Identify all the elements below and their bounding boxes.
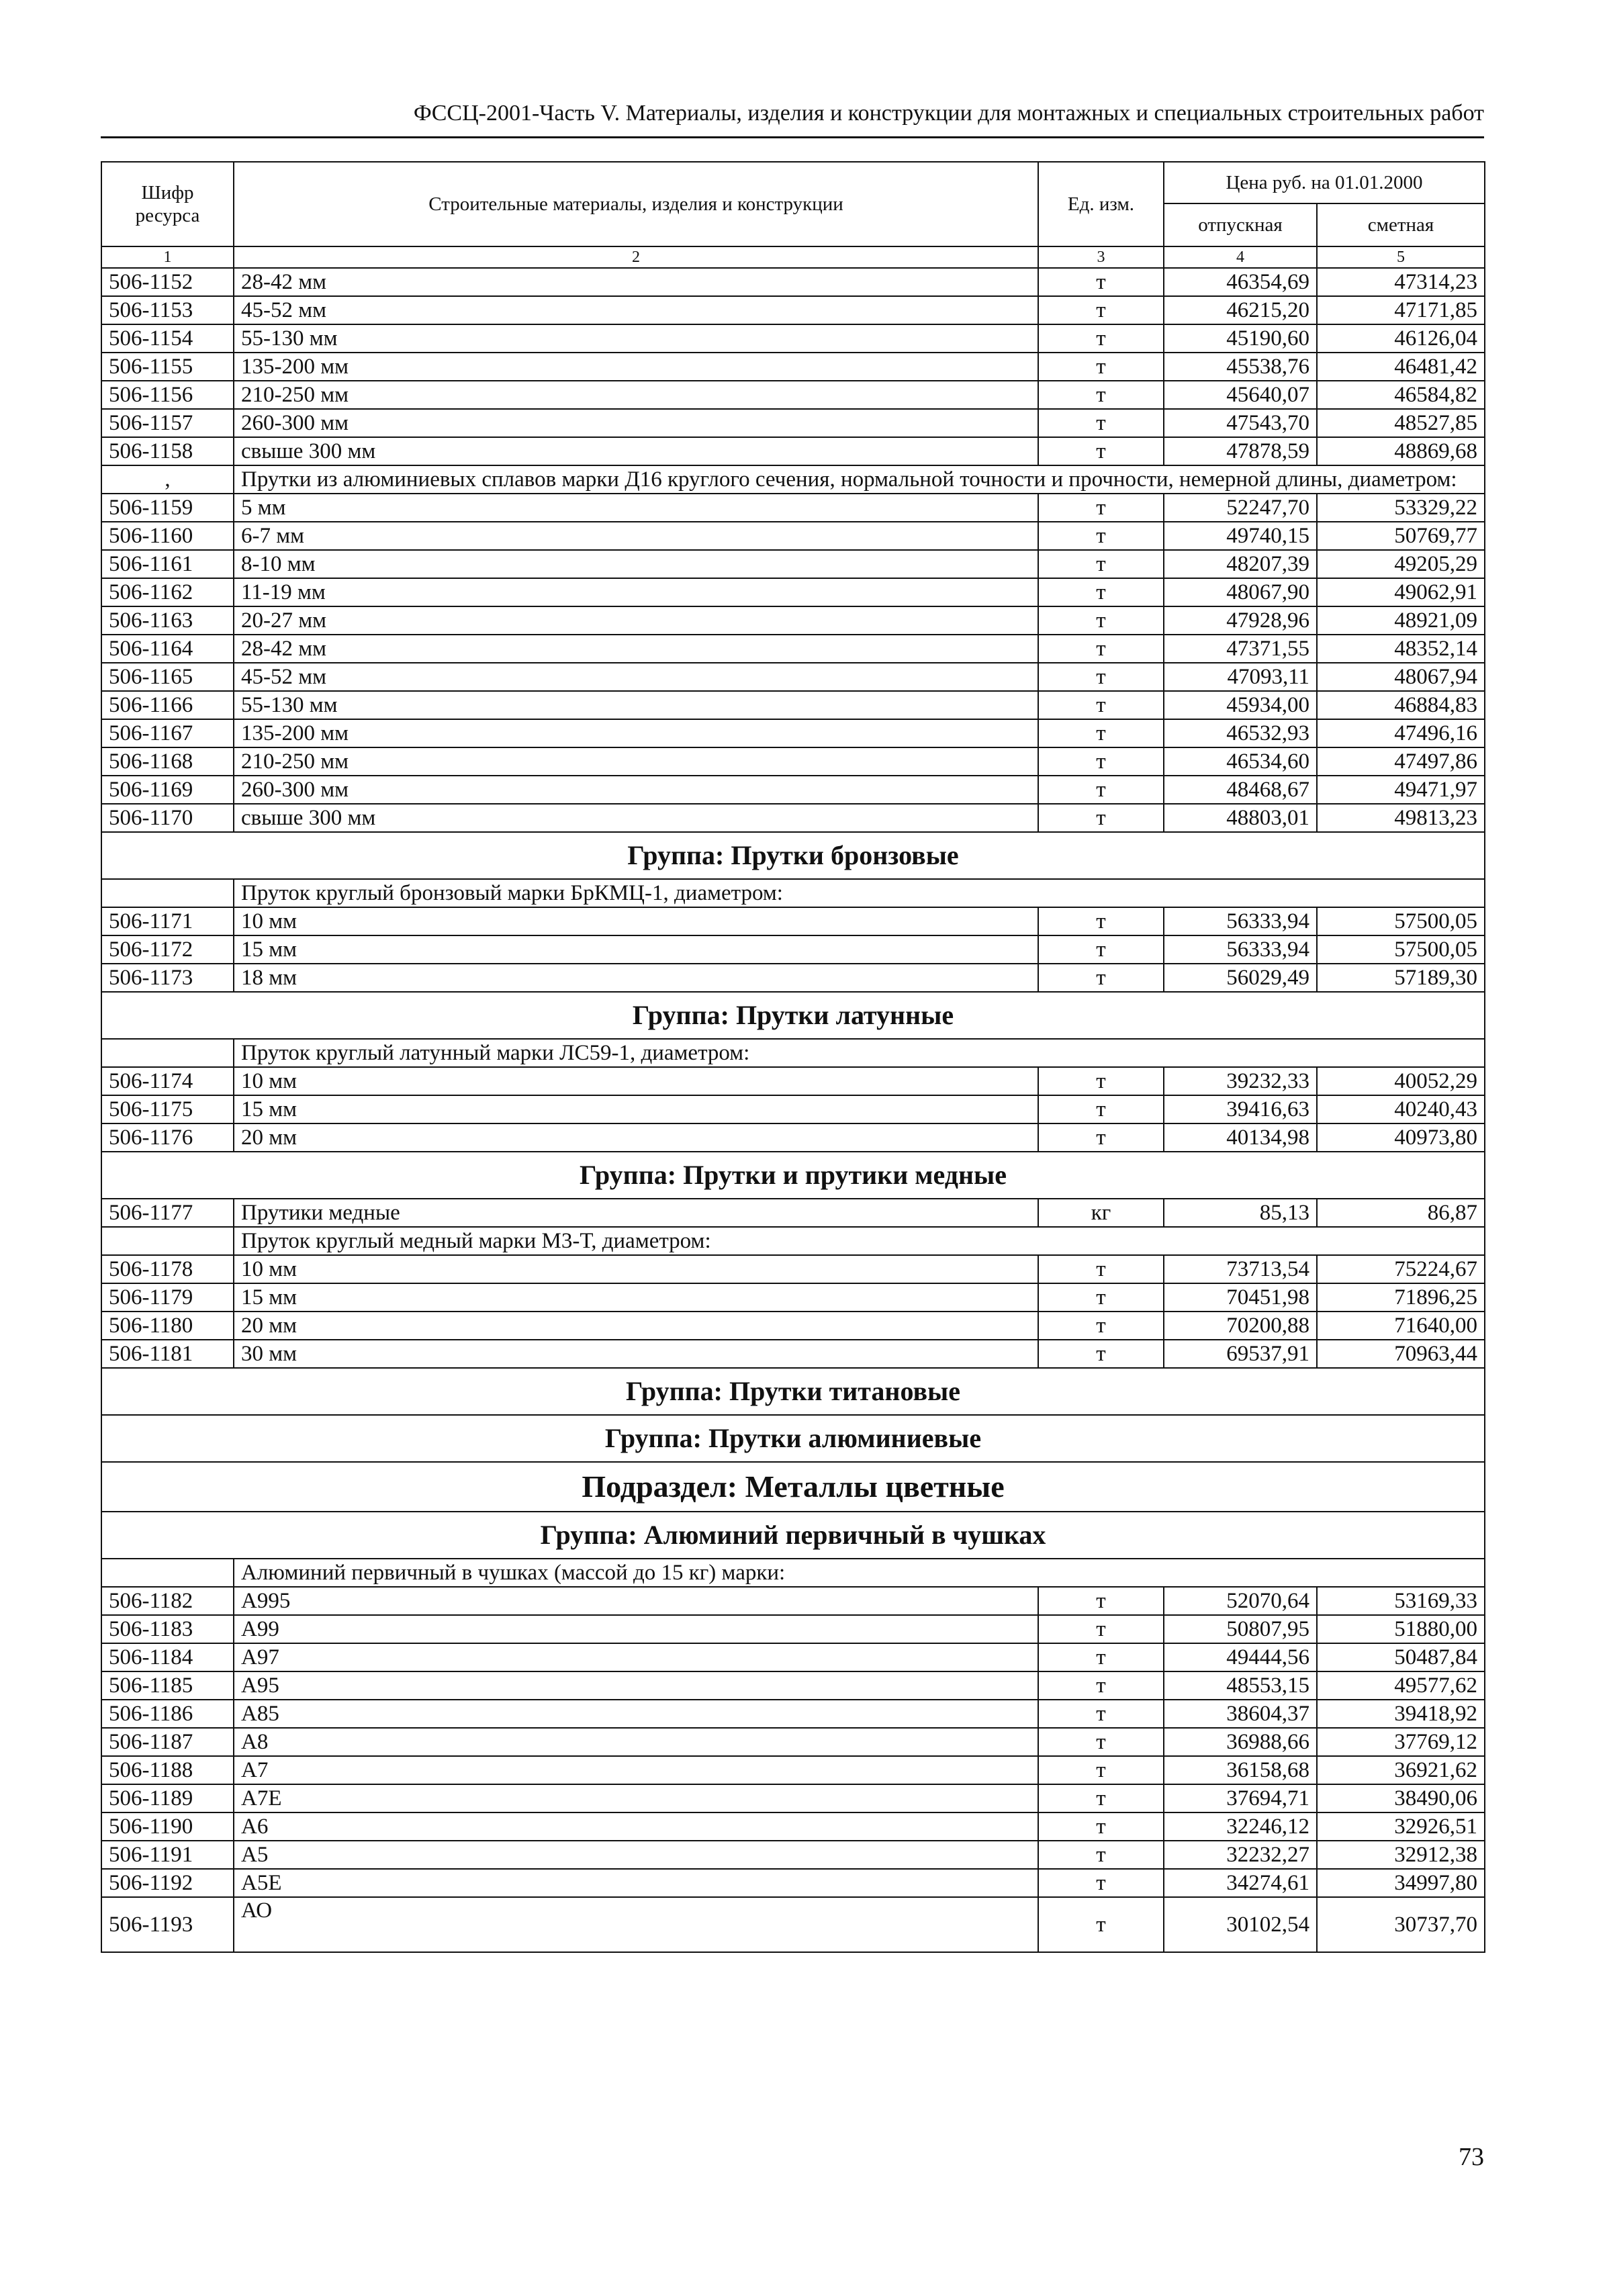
table-row — [101, 522, 1485, 550]
estimate-price: 50487,84 — [1317, 1643, 1485, 1671]
unit: т — [1038, 1869, 1164, 1897]
resource-code: 506-1161 — [101, 550, 234, 578]
material-name: 28-42 мм — [234, 268, 1038, 296]
running-header: ФССЦ-2001-Часть V. Материалы, изделия и конструкции для монтажных и специальных строительных работ — [413, 101, 1484, 126]
estimate-price: 37769,12 — [1317, 1728, 1485, 1756]
resource-code: 506-1154 — [101, 324, 234, 353]
material-name: 20 мм — [234, 1312, 1038, 1340]
description-row — [101, 1559, 1485, 1587]
table-row — [101, 1784, 1485, 1812]
release-price: 46215,20 — [1164, 296, 1317, 324]
table-row — [101, 1283, 1485, 1312]
release-price: 70451,98 — [1164, 1283, 1317, 1312]
release-price: 45640,07 — [1164, 381, 1317, 409]
table-row — [101, 324, 1485, 353]
release-price: 47093,11 — [1164, 663, 1317, 691]
material-name: А97 — [234, 1643, 1038, 1671]
resource-code: 506-1176 — [101, 1123, 234, 1152]
release-price: 47371,55 — [1164, 635, 1317, 663]
release-price: 73713,54 — [1164, 1255, 1317, 1283]
material-name: 10 мм — [234, 1067, 1038, 1095]
material-name: 30 мм — [234, 1340, 1038, 1368]
table-row — [101, 381, 1485, 409]
material-name: 8-10 мм — [234, 550, 1038, 578]
release-price: 39232,33 — [1164, 1067, 1317, 1095]
material-name: 210-250 мм — [234, 747, 1038, 776]
table-row — [101, 409, 1485, 437]
resource-code: 506-1174 — [101, 1067, 234, 1095]
table-row — [101, 1841, 1485, 1869]
material-name: свыше 300 мм — [234, 437, 1038, 465]
resource-code: 506-1168 — [101, 747, 234, 776]
unit: т — [1038, 1615, 1164, 1643]
unit: т — [1038, 1123, 1164, 1152]
table-row — [101, 1897, 1485, 1952]
table-row — [101, 907, 1485, 935]
table-row — [101, 1671, 1485, 1700]
unit: т — [1038, 663, 1164, 691]
price-table — [101, 161, 1485, 1953]
estimate-price: 86,87 — [1317, 1199, 1485, 1227]
table-row — [101, 804, 1485, 832]
estimate-price: 48067,94 — [1317, 663, 1485, 691]
unit: т — [1038, 522, 1164, 550]
table-row — [101, 1095, 1485, 1123]
description-text: Пруток круглый латунный марки ЛС59-1, диаметром: — [234, 1039, 1485, 1067]
release-price: 38604,37 — [1164, 1700, 1317, 1728]
estimate-price: 40052,29 — [1317, 1067, 1485, 1095]
release-price: 34274,61 — [1164, 1869, 1317, 1897]
resource-code: 506-1177 — [101, 1199, 234, 1227]
unit: т — [1038, 804, 1164, 832]
material-name: 15 мм — [234, 935, 1038, 964]
unit: т — [1038, 1671, 1164, 1700]
table-row — [101, 1340, 1485, 1368]
description-text: Пруток круглый медный марки М3-Т, диаметром: — [234, 1227, 1485, 1255]
release-price: 46354,69 — [1164, 268, 1317, 296]
release-price: 32246,12 — [1164, 1812, 1317, 1841]
description-text: Прутки из алюминиевых сплавов марки Д16 круглого сечения, нормальной точности и прочности, немерной длины, диаметром: — [234, 465, 1485, 494]
table-row — [101, 776, 1485, 804]
material-name: АО — [234, 1897, 1038, 1952]
estimate-price: 46126,04 — [1317, 324, 1485, 353]
estimate-price: 32912,38 — [1317, 1841, 1485, 1869]
table-row — [101, 353, 1485, 381]
unit: т — [1038, 550, 1164, 578]
release-price: 37694,71 — [1164, 1784, 1317, 1812]
header-estimate-price: сметная — [1317, 203, 1485, 246]
material-name: 20-27 мм — [234, 606, 1038, 635]
table-row — [101, 1756, 1485, 1784]
resource-code: 506-1184 — [101, 1643, 234, 1671]
estimate-price: 71640,00 — [1317, 1312, 1485, 1340]
material-name: А5 — [234, 1841, 1038, 1869]
material-name: 10 мм — [234, 1255, 1038, 1283]
release-price: 70200,88 — [1164, 1312, 1317, 1340]
estimate-price: 48352,14 — [1317, 635, 1485, 663]
release-price: 45538,76 — [1164, 353, 1317, 381]
resource-code: 506-1179 — [101, 1283, 234, 1312]
estimate-price: 75224,67 — [1317, 1255, 1485, 1283]
group-heading: Группа: Прутки бронзовые — [101, 832, 1485, 879]
description-row — [101, 465, 1485, 494]
unit: т — [1038, 1587, 1164, 1615]
description-row — [101, 879, 1485, 907]
resource-code: 506-1187 — [101, 1728, 234, 1756]
group-heading: Группа: Прутки алюминиевые — [101, 1415, 1485, 1462]
subsection-heading-row — [101, 1462, 1485, 1512]
header-name: Строительные материалы, изделия и конструкции — [234, 162, 1038, 246]
unit: т — [1038, 635, 1164, 663]
unit: т — [1038, 494, 1164, 522]
unit: т — [1038, 268, 1164, 296]
group-heading-row — [101, 1152, 1485, 1199]
estimate-price: 57500,05 — [1317, 935, 1485, 964]
group-heading: Группа: Прутки и прутики медные — [101, 1152, 1485, 1199]
estimate-price: 47496,16 — [1317, 719, 1485, 747]
resource-code: 506-1170 — [101, 804, 234, 832]
estimate-price: 48527,85 — [1317, 409, 1485, 437]
release-price: 45934,00 — [1164, 691, 1317, 719]
estimate-price: 30737,70 — [1317, 1897, 1485, 1952]
material-name: 15 мм — [234, 1095, 1038, 1123]
unit: т — [1038, 353, 1164, 381]
estimate-price: 49062,91 — [1317, 578, 1485, 606]
release-price: 69537,91 — [1164, 1340, 1317, 1368]
release-price: 49444,56 — [1164, 1643, 1317, 1671]
resource-code: 506-1169 — [101, 776, 234, 804]
resource-code: 506-1163 — [101, 606, 234, 635]
unit: т — [1038, 1812, 1164, 1841]
release-price: 36158,68 — [1164, 1756, 1317, 1784]
unit: т — [1038, 578, 1164, 606]
material-name: 135-200 мм — [234, 353, 1038, 381]
resource-code: 506-1165 — [101, 663, 234, 691]
resource-code: 506-1175 — [101, 1095, 234, 1123]
release-price: 45190,60 — [1164, 324, 1317, 353]
material-name: 5 мм — [234, 494, 1038, 522]
table-row — [101, 1255, 1485, 1283]
group-heading-row — [101, 832, 1485, 879]
estimate-price: 49813,23 — [1317, 804, 1485, 832]
table-row — [101, 1067, 1485, 1095]
material-name: свыше 300 мм — [234, 804, 1038, 832]
group-heading: Группа: Прутки титановые — [101, 1368, 1485, 1415]
header-rule — [101, 136, 1484, 138]
material-name: 135-200 мм — [234, 719, 1038, 747]
unit: т — [1038, 747, 1164, 776]
table-row — [101, 1812, 1485, 1841]
material-name: 55-130 мм — [234, 324, 1038, 353]
estimate-price: 49205,29 — [1317, 550, 1485, 578]
release-price: 47543,70 — [1164, 409, 1317, 437]
resource-code: 506-1162 — [101, 578, 234, 606]
table-row — [101, 1587, 1485, 1615]
table-row — [101, 1123, 1485, 1152]
resource-code: 506-1188 — [101, 1756, 234, 1784]
estimate-price: 48921,09 — [1317, 606, 1485, 635]
unit: т — [1038, 1312, 1164, 1340]
material-name: 10 мм — [234, 907, 1038, 935]
estimate-price: 39418,92 — [1317, 1700, 1485, 1728]
release-price: 52247,70 — [1164, 494, 1317, 522]
estimate-price: 49471,97 — [1317, 776, 1485, 804]
group-heading: Группа: Прутки латунные — [101, 992, 1485, 1039]
description-row — [101, 1039, 1485, 1067]
group-heading: Группа: Алюминий первичный в чушках — [101, 1512, 1485, 1559]
release-price: 46534,60 — [1164, 747, 1317, 776]
release-price: 56029,49 — [1164, 964, 1317, 992]
material-name: 20 мм — [234, 1123, 1038, 1152]
material-name: 55-130 мм — [234, 691, 1038, 719]
table-row — [101, 1869, 1485, 1897]
resource-code: 506-1178 — [101, 1255, 234, 1283]
unit: т — [1038, 1283, 1164, 1312]
resource-code: 506-1156 — [101, 381, 234, 409]
resource-code: 506-1191 — [101, 1841, 234, 1869]
estimate-price: 70963,44 — [1317, 1340, 1485, 1368]
table-header — [101, 162, 1485, 268]
material-name: А7Е — [234, 1784, 1038, 1812]
release-price: 39416,63 — [1164, 1095, 1317, 1123]
table-row — [101, 719, 1485, 747]
unit: т — [1038, 324, 1164, 353]
subsection-heading: Подраздел: Металлы цветные — [101, 1462, 1485, 1512]
estimate-price: 40240,43 — [1317, 1095, 1485, 1123]
group-heading-row — [101, 1368, 1485, 1415]
material-name: 45-52 мм — [234, 663, 1038, 691]
description-text: Пруток круглый бронзовый марки БрКМЦ-1, диаметром: — [234, 879, 1485, 907]
table-row — [101, 1312, 1485, 1340]
unit: т — [1038, 1728, 1164, 1756]
table-row — [101, 1643, 1485, 1671]
release-price: 40134,98 — [1164, 1123, 1317, 1152]
resource-code: 506-1189 — [101, 1784, 234, 1812]
estimate-price: 47497,86 — [1317, 747, 1485, 776]
material-name: А85 — [234, 1700, 1038, 1728]
release-price: 48553,15 — [1164, 1671, 1317, 1700]
unit: т — [1038, 1340, 1164, 1368]
material-name: 260-300 мм — [234, 409, 1038, 437]
material-name: 260-300 мм — [234, 776, 1038, 804]
header-code: Шифр ресурса — [101, 162, 234, 246]
table-row — [101, 296, 1485, 324]
material-name: А95 — [234, 1671, 1038, 1700]
table-row — [101, 747, 1485, 776]
unit: т — [1038, 1897, 1164, 1952]
unit: т — [1038, 381, 1164, 409]
header-unit: Ед. изм. — [1038, 162, 1164, 246]
release-price: 46532,93 — [1164, 719, 1317, 747]
material-name: А7 — [234, 1756, 1038, 1784]
table-row — [101, 935, 1485, 964]
header-price: Цена руб. на 01.01.2000 — [1164, 162, 1485, 203]
release-price: 48067,90 — [1164, 578, 1317, 606]
table-row — [101, 691, 1485, 719]
column-number: 1 — [101, 246, 234, 268]
unit: т — [1038, 1841, 1164, 1869]
release-price: 56333,94 — [1164, 907, 1317, 935]
resource-code: 506-1186 — [101, 1700, 234, 1728]
resource-code: 506-1193 — [101, 1897, 234, 1952]
release-price: 48207,39 — [1164, 550, 1317, 578]
material-name: 11-19 мм — [234, 578, 1038, 606]
material-name: А5Е — [234, 1869, 1038, 1897]
estimate-price: 32926,51 — [1317, 1812, 1485, 1841]
estimate-price: 71896,25 — [1317, 1283, 1485, 1312]
unit: т — [1038, 1255, 1164, 1283]
unit: т — [1038, 907, 1164, 935]
resource-code: 506-1160 — [101, 522, 234, 550]
table-row — [101, 635, 1485, 663]
group-heading-row — [101, 1415, 1485, 1462]
row-mark: , — [101, 465, 234, 494]
row-mark — [101, 879, 234, 907]
table-row — [101, 437, 1485, 465]
estimate-price: 46481,42 — [1317, 353, 1485, 381]
row-mark — [101, 1227, 234, 1255]
estimate-price: 47314,23 — [1317, 268, 1485, 296]
estimate-price: 48869,68 — [1317, 437, 1485, 465]
release-price: 47878,59 — [1164, 437, 1317, 465]
unit: т — [1038, 1756, 1164, 1784]
unit: т — [1038, 1067, 1164, 1095]
table-row — [101, 1728, 1485, 1756]
resource-code: 506-1159 — [101, 494, 234, 522]
release-price: 50807,95 — [1164, 1615, 1317, 1643]
table-row — [101, 1199, 1485, 1227]
estimate-price: 51880,00 — [1317, 1615, 1485, 1643]
column-number: 5 — [1317, 246, 1485, 268]
estimate-price: 34997,80 — [1317, 1869, 1485, 1897]
release-price: 49740,15 — [1164, 522, 1317, 550]
column-number: 2 — [234, 246, 1038, 268]
row-mark — [101, 1039, 234, 1067]
unit: т — [1038, 964, 1164, 992]
table-row — [101, 268, 1485, 296]
resource-code: 506-1171 — [101, 907, 234, 935]
material-name: Прутики медные — [234, 1199, 1038, 1227]
column-number: 3 — [1038, 246, 1164, 268]
material-name: 15 мм — [234, 1283, 1038, 1312]
resource-code: 506-1180 — [101, 1312, 234, 1340]
material-name: 18 мм — [234, 964, 1038, 992]
resource-code: 506-1167 — [101, 719, 234, 747]
description-text: Алюминий первичный в чушках (массой до 15 кг) марки: — [234, 1559, 1485, 1587]
unit: т — [1038, 409, 1164, 437]
material-name: А995 — [234, 1587, 1038, 1615]
unit: т — [1038, 776, 1164, 804]
resource-code: 506-1173 — [101, 964, 234, 992]
material-name: 6-7 мм — [234, 522, 1038, 550]
resource-code: 506-1183 — [101, 1615, 234, 1643]
header-release-price: отпускная — [1164, 203, 1317, 246]
unit: т — [1038, 935, 1164, 964]
unit: т — [1038, 1784, 1164, 1812]
estimate-price: 53169,33 — [1317, 1587, 1485, 1615]
estimate-price: 40973,80 — [1317, 1123, 1485, 1152]
description-row — [101, 1227, 1485, 1255]
unit: т — [1038, 606, 1164, 635]
resource-code: 506-1182 — [101, 1587, 234, 1615]
estimate-price: 47171,85 — [1317, 296, 1485, 324]
resource-code: 506-1155 — [101, 353, 234, 381]
release-price: 56333,94 — [1164, 935, 1317, 964]
resource-code: 506-1166 — [101, 691, 234, 719]
estimate-price: 49577,62 — [1317, 1671, 1485, 1700]
table-row — [101, 578, 1485, 606]
page-number: 73 — [1459, 2143, 1484, 2171]
unit: т — [1038, 1095, 1164, 1123]
resource-code: 506-1192 — [101, 1869, 234, 1897]
material-name: А8 — [234, 1728, 1038, 1756]
resource-code: 506-1153 — [101, 296, 234, 324]
column-number: 4 — [1164, 246, 1317, 268]
material-name: 28-42 мм — [234, 635, 1038, 663]
table-row — [101, 663, 1485, 691]
table-row — [101, 1700, 1485, 1728]
resource-code: 506-1164 — [101, 635, 234, 663]
group-heading-row — [101, 1512, 1485, 1559]
resource-code: 506-1190 — [101, 1812, 234, 1841]
release-price: 32232,27 — [1164, 1841, 1317, 1869]
estimate-price: 57189,30 — [1317, 964, 1485, 992]
unit: кг — [1038, 1199, 1164, 1227]
unit: т — [1038, 719, 1164, 747]
estimate-price: 57500,05 — [1317, 907, 1485, 935]
release-price: 48468,67 — [1164, 776, 1317, 804]
release-price: 85,13 — [1164, 1199, 1317, 1227]
estimate-price: 46584,82 — [1317, 381, 1485, 409]
group-heading-row — [101, 992, 1485, 1039]
estimate-price: 36921,62 — [1317, 1756, 1485, 1784]
unit: т — [1038, 437, 1164, 465]
unit: т — [1038, 1700, 1164, 1728]
material-name: 210-250 мм — [234, 381, 1038, 409]
table-body — [101, 268, 1485, 1952]
estimate-price: 46884,83 — [1317, 691, 1485, 719]
unit: т — [1038, 1643, 1164, 1671]
material-name: А6 — [234, 1812, 1038, 1841]
resource-code: 506-1157 — [101, 409, 234, 437]
release-price: 30102,54 — [1164, 1897, 1317, 1952]
table-row — [101, 1615, 1485, 1643]
unit: т — [1038, 691, 1164, 719]
estimate-price: 53329,22 — [1317, 494, 1485, 522]
resource-code: 506-1158 — [101, 437, 234, 465]
table-row — [101, 550, 1485, 578]
resource-code: 506-1152 — [101, 268, 234, 296]
resource-code: 506-1185 — [101, 1671, 234, 1700]
table-row — [101, 964, 1485, 992]
resource-code: 506-1181 — [101, 1340, 234, 1368]
row-mark — [101, 1559, 234, 1587]
unit: т — [1038, 296, 1164, 324]
release-price: 48803,01 — [1164, 804, 1317, 832]
table-row — [101, 494, 1485, 522]
resource-code: 506-1172 — [101, 935, 234, 964]
release-price: 36988,66 — [1164, 1728, 1317, 1756]
estimate-price: 38490,06 — [1317, 1784, 1485, 1812]
table-row — [101, 606, 1485, 635]
release-price: 47928,96 — [1164, 606, 1317, 635]
release-price: 52070,64 — [1164, 1587, 1317, 1615]
material-name: 45-52 мм — [234, 296, 1038, 324]
estimate-price: 50769,77 — [1317, 522, 1485, 550]
material-name: А99 — [234, 1615, 1038, 1643]
